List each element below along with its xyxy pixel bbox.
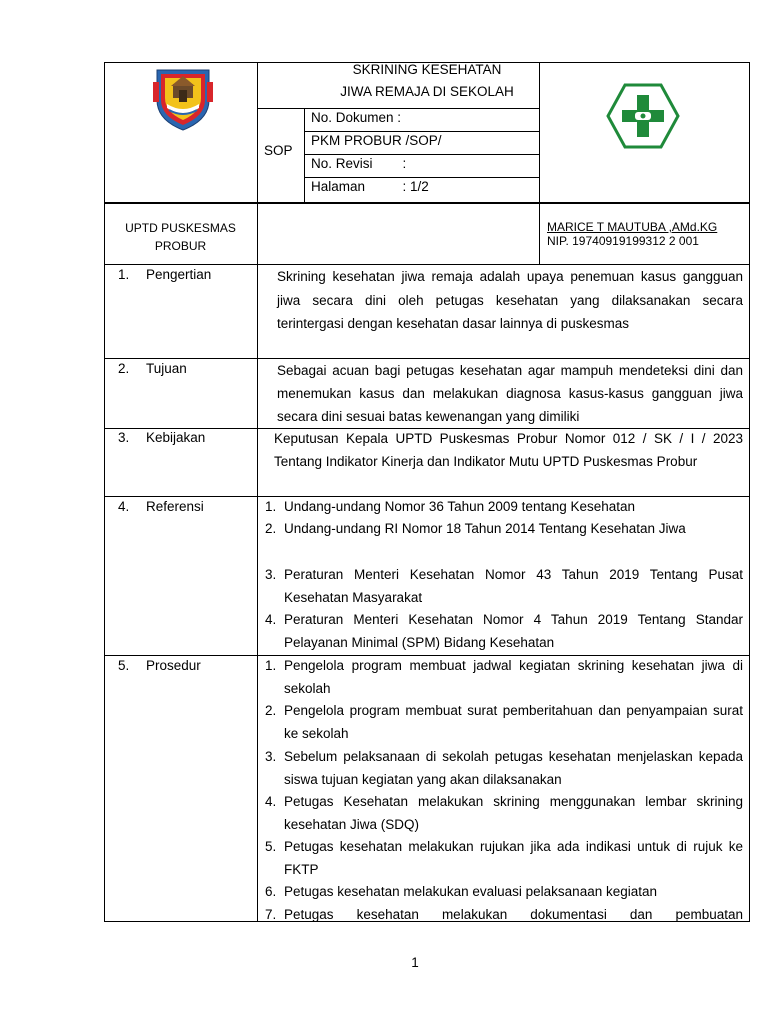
list-item bbox=[265, 564, 743, 609]
list-item-number: 4. bbox=[265, 612, 277, 627]
list-item-number: 3. bbox=[265, 567, 277, 582]
institution-name bbox=[104, 219, 257, 255]
list-item-text: Petugas Kesehatan melakukan skrining menggunakan lembar skrining kesehatan Jiwa (SDQ) bbox=[284, 794, 743, 832]
section-label-pengertian: Pengertian bbox=[146, 267, 212, 282]
section-number-tujuan: 2. bbox=[118, 361, 130, 376]
signatory-nip: NIP. 19740919199312 2 001 bbox=[547, 234, 699, 248]
list-item-number: 4. bbox=[265, 794, 277, 809]
document-title-line1: SKRINING KESEHATAN bbox=[352, 62, 502, 77]
list-item-text: Petugas kesehatan melakukan dokumentasi dan pembuatan bbox=[284, 907, 743, 922]
list-item-text: Petugas kesehatan melakukan rujukan jika ada indikasi untuk di rujuk ke FKTP bbox=[284, 839, 743, 877]
health-cross-logo-icon bbox=[606, 83, 680, 149]
list-item-text: Petugas kesehatan melakukan evaluasi pelaksanaan kegiatan bbox=[284, 884, 658, 899]
section-number-referensi: 4. bbox=[118, 499, 130, 514]
section-number-kebijakan: 3. bbox=[118, 430, 130, 445]
list-item-text: Undang-undang RI Nomor 18 Tahun 2014 Tentang Kesehatan Jiwa bbox=[284, 521, 686, 536]
list-item-number: 6. bbox=[265, 884, 277, 899]
list-item-number: 3. bbox=[265, 749, 277, 764]
list-item-number: 5. bbox=[265, 839, 277, 854]
list-item-text: Peraturan Menteri Kesehatan Nomor 43 Tahun 2019 Tentang Pusat Kesehatan Masyarakat bbox=[284, 567, 743, 605]
sop-label: SOP bbox=[264, 143, 293, 158]
list-item bbox=[265, 791, 743, 836]
list-item-number: 1. bbox=[265, 658, 277, 673]
list-item-number: 2. bbox=[265, 521, 277, 536]
list-item bbox=[265, 655, 743, 700]
doc-number-value: PKM PROBUR /SOP/ bbox=[311, 133, 442, 148]
list-item bbox=[265, 518, 743, 541]
list-item bbox=[265, 904, 743, 927]
list-item-number: 2. bbox=[265, 703, 277, 718]
list-item bbox=[265, 881, 743, 904]
page-info: Halaman : 1/2 bbox=[311, 179, 429, 194]
regional-emblem-icon bbox=[151, 66, 215, 132]
section-number-prosedur: 5. bbox=[118, 658, 130, 673]
list-item bbox=[265, 609, 743, 654]
list-item-text: Pengelola program membuat surat pemberitahuan dan penyampaian surat ke sekolah bbox=[284, 703, 743, 741]
list-item-text: Undang-undang Nomor 36 Tahun 2009 tentang Kesehatan bbox=[284, 499, 636, 514]
section-label-referensi: Referensi bbox=[146, 499, 204, 514]
list-item bbox=[265, 700, 743, 745]
page-number: 1 bbox=[411, 955, 419, 970]
section-label-kebijakan: Kebijakan bbox=[146, 430, 206, 445]
list-item-text: Pengelola program membuat jadwal kegiatan skrining kesehatan jiwa di sekolah bbox=[284, 658, 743, 696]
list-item bbox=[265, 496, 743, 519]
list-item bbox=[265, 746, 743, 791]
institution-line1: UPTD PUSKESMAS bbox=[125, 221, 236, 235]
section-number-pengertian: 1. bbox=[118, 267, 130, 282]
list-item-number: 1. bbox=[265, 499, 277, 514]
list-item bbox=[265, 836, 743, 881]
section-label-prosedur: Prosedur bbox=[146, 658, 201, 673]
institution-line2: PROBUR bbox=[154, 239, 207, 253]
section-text-tujuan: Sebagai acuan bagi petugas kesehatan agar mampuh mendeteksi dini dan menemukan kasus dan melakukan diagnosa kasus-kasus gangguan jiwa secara dini sesuai batas kewenangan yang dimiliki bbox=[277, 363, 743, 424]
document-title-line2: JIWA REMAJA DI SEKOLAH bbox=[340, 84, 514, 99]
list-item-text: Sebelum pelaksanaan di sekolah petugas kesehatan menjelaskan kepada siswa tujuan kegiatan yang akan dilaksanakan bbox=[284, 749, 743, 787]
doc-number-label: No. Dokumen : bbox=[311, 110, 402, 125]
revision-number: No. Revisi : bbox=[311, 156, 407, 171]
list-item-number: 7. bbox=[265, 907, 277, 922]
section-text-pengertian: Skrining kesehatan jiwa remaja adalah upaya penemuan kasus gangguan jiwa secara dini oleh petugas kesehatan yang dilaksanakan secara terintergasi dengan kesehatan dasar lainnya di puskesmas bbox=[277, 269, 743, 331]
section-label-tujuan: Tujuan bbox=[146, 361, 187, 376]
list-item-text: Peraturan Menteri Kesehatan Nomor 4 Tahun 2019 Tentang Standar Pelayanan Minimal (SPM) Bidang Kesehatan bbox=[284, 612, 743, 650]
section-text-kebijakan: Keputusan Kepala UPTD Puskesmas Probur Nomor 012 / SK / I / 2023 Tentang Indikator Kinerja dan Indikator Mutu UPTD Puskesmas Probur bbox=[274, 431, 743, 469]
signatory-name: MARICE T MAUTUBA ,AMd.KG bbox=[547, 220, 718, 234]
